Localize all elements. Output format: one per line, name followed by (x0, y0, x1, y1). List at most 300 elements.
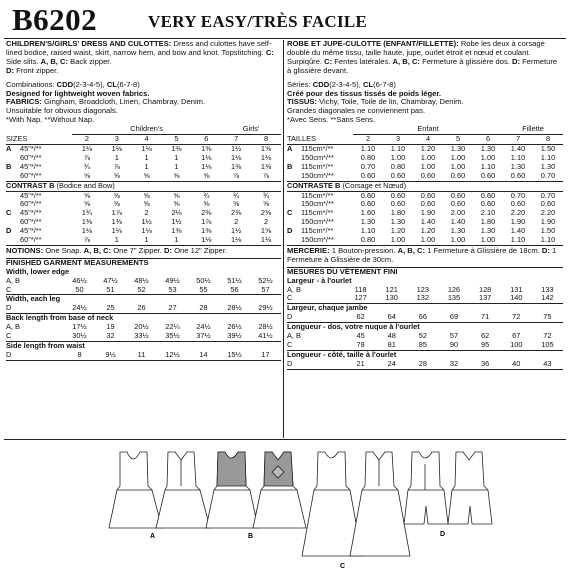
yardage-cell: 1.10 (360, 226, 376, 236)
sketch-b-back (253, 452, 306, 528)
measure-cell: 15½ (219, 351, 250, 360)
yardage-cell: 0.60 (420, 199, 436, 209)
view-label (287, 191, 301, 200)
yardage-cell: 1½ (141, 217, 152, 227)
fabric-width: 60"*/** (20, 152, 42, 162)
yardage-cell: 1.30 (540, 161, 556, 171)
unsuitable-note: Unsuitable for obvious diagonals. (6, 106, 118, 116)
measure-cell: 62 (345, 313, 376, 322)
notions-en: NOTIONS: One Snap. A, B, C: One 7" Zipper. D: One 12" Zipper. (6, 245, 228, 255)
yardage-cell: 1.10 (480, 161, 496, 171)
measure-cell: 72 (543, 331, 552, 341)
yardage-cell: 1⅛ (201, 152, 212, 162)
yardage-cell: ⅝ (83, 190, 90, 200)
measure-view-label: C (287, 294, 345, 303)
yardage-cell: 0.70 (360, 161, 376, 171)
measure-cell: 137 (470, 294, 501, 303)
measure-cell: 56 (219, 286, 250, 295)
measure-cell: 66 (407, 313, 438, 322)
measure-cell: 135 (438, 294, 469, 303)
yardage-cell: ⅝ (72, 172, 102, 181)
yardage-cell: 1.20 (420, 143, 436, 153)
yardage-cell: 0.60 (450, 199, 466, 209)
measure-view-label: A, B (6, 322, 20, 332)
measure-cell: 53 (157, 286, 188, 295)
group-girls: Girls' (221, 125, 281, 134)
measure-title: Largeur, chaque jambe (287, 303, 368, 313)
measure-cell: 100 (501, 341, 532, 350)
view-label: A (6, 143, 12, 153)
french-column (287, 40, 563, 370)
measure-cell: 32 (438, 360, 469, 369)
yardage-cell: 1.00 (420, 152, 436, 162)
yardage-cell: ⅞ (113, 161, 120, 171)
yardage-cell: 1⅜ (111, 217, 122, 227)
yardage-cell: 1 (132, 236, 162, 245)
sketch-label-d: D (440, 531, 446, 538)
measure-view-label: C (287, 341, 345, 350)
difficulty-label: VERY EASY/TRÈS FACILE (148, 12, 368, 31)
view-label: C (287, 208, 293, 218)
measure-cell: 48 (387, 331, 396, 341)
fabrics-en: FABRICS: Gingham, Broadcloth, Linen, Chambray, Denim. (6, 97, 206, 107)
contrast-header-fr: CONTRASTE B (Corsage et Nœud) (287, 181, 563, 191)
measure-cell: 75 (532, 313, 563, 322)
measure-cell: 30½ (64, 332, 95, 341)
measure-cell: 28½ (219, 304, 250, 313)
yardage-cell: 1 (174, 152, 179, 162)
column-divider (283, 40, 284, 438)
yardage-cell: 2⅜ (201, 208, 212, 218)
measure-cell: 25 (95, 304, 126, 313)
view-label (6, 236, 20, 245)
yardage-cell: 0.80 (360, 152, 376, 162)
tissus-fr: TISSUS: Vichy, Toile, Toile de lin, Chambray, Denim. (287, 97, 464, 107)
measure-row (287, 341, 563, 350)
measure-cell: 19 (106, 322, 115, 332)
yardage-cell: 1.50 (540, 226, 556, 236)
measure-view-label: D (6, 304, 64, 313)
yardage-cell: ¾ (262, 190, 270, 200)
measure-cell: 51½ (227, 275, 242, 285)
yardage-table-en (6, 125, 281, 246)
fabric-width: 150cm*/** (301, 236, 353, 245)
sens-note-fr: *Avec Sens. **Sans Sens. (287, 115, 376, 125)
size-group-row (6, 125, 281, 134)
yardage-cell: 2.10 (480, 208, 496, 218)
sketch-label-c: C (340, 563, 346, 570)
yardage-cell: 1.80 (480, 217, 496, 227)
measure-cell: 48½ (134, 275, 149, 285)
yardage-cell: 1⅞ (201, 217, 212, 227)
sketch-d-back (448, 452, 492, 524)
yardage-cell: 1.30 (510, 161, 526, 171)
nap-note-en: *With Nap. **Without Nap. (6, 115, 95, 125)
measure-cell: 9½ (95, 351, 126, 360)
yardage-cell: 1.10 (360, 143, 376, 153)
measure-cell: 49½ (165, 275, 180, 285)
measure-cell: 37½ (188, 332, 219, 341)
yardage-cell: 1.40 (510, 143, 526, 153)
yardage-cell: 1⅜ (260, 161, 272, 171)
measure-view-label: C (6, 332, 64, 341)
yardage-cell: 1.00 (383, 236, 413, 245)
measure-title: Back length from base of neck (6, 313, 114, 323)
fabric-width: 60"*/** (20, 172, 72, 181)
fabric-width: 45"*/** (20, 143, 42, 153)
measure-cell: 118 (354, 284, 367, 294)
measure-cell: 11 (126, 351, 157, 360)
measure-cell: 123 (416, 284, 430, 294)
yardage-cell: 1.00 (390, 152, 406, 162)
measure-cell: 52½ (258, 275, 273, 285)
yardage-cell: ⅝ (191, 172, 221, 181)
measure-cell: 32 (95, 332, 126, 341)
yardage-cell: 1½ (171, 217, 182, 227)
measure-cell: 71 (470, 313, 501, 322)
yardage-cell: 2.20 (540, 208, 556, 218)
contrast-header-en: CONTRAST B (Bodice and Bow) (6, 181, 281, 191)
measure-cell: 142 (532, 294, 563, 303)
measure-cell: 29½ (250, 304, 281, 313)
yardage-cell: 1 (114, 152, 119, 162)
measure-cell: 20½ (134, 322, 149, 332)
yardage-cell: 1 (144, 152, 149, 162)
view-label: A (287, 143, 293, 153)
mesures-title: MESURES DU VÊTEMENT FINI (287, 266, 398, 276)
fabric-width: 150cm*/** (301, 152, 334, 162)
yardage-cell: 1⅜ (231, 161, 242, 171)
fabric-width: 45"*/** (20, 226, 42, 236)
yardage-table-fr (287, 125, 563, 246)
measure-cell: 21 (345, 360, 376, 369)
yardage-cell: ⅝ (233, 199, 240, 209)
sketch-d-front (404, 452, 448, 524)
sketch-b-front (206, 452, 258, 528)
yardage-cell: 0.70 (540, 190, 556, 200)
yardage-cell: ⅝ (262, 199, 270, 209)
measure-cell: 85 (407, 341, 438, 350)
measure-cell: 24½ (64, 304, 95, 313)
group-children: Children's (72, 125, 221, 134)
yardage-cell: 1⅛ (81, 143, 93, 153)
yardage-cell: 0.60 (360, 199, 376, 209)
measure-cell: 35½ (157, 332, 188, 341)
garment-sketches (0, 446, 570, 575)
measure-cell: 52 (418, 331, 427, 341)
yardage-cell: 1 (144, 161, 149, 171)
yardage-cell: 2⅜ (231, 208, 242, 218)
mercerie-fr: MERCERIE: 1 Bouton-pression. A, B, C: 1 Fermeture à Glissière de 18cm. D: 1 Fermeture à Glissière de 30cm. (287, 245, 557, 264)
measure-view-label: D (6, 351, 64, 360)
yardage-cell: 1⅛ (111, 143, 122, 153)
grandes-note: Grandes diagonales ne conviennent pas. (287, 106, 426, 116)
measure-cell: 28 (407, 360, 438, 369)
sketch-a-back (156, 452, 210, 528)
fabric-width: 150cm*/** (301, 217, 334, 227)
measure-cell: 55 (188, 286, 219, 295)
yardage-cell: 1.30 (480, 143, 496, 153)
measure-cell: 126 (447, 284, 461, 294)
yardage-cell: 0.80 (390, 161, 406, 171)
yardage-cell: 2.00 (450, 208, 466, 218)
yardage-cell: 2⅛ (171, 208, 182, 218)
yardage-cell: 1.00 (413, 236, 443, 245)
yardage-cell: 1.90 (510, 217, 526, 227)
measure-cell: 33½ (126, 332, 157, 341)
measure-cell: 133 (541, 284, 554, 294)
contrast-rows-fr (287, 191, 563, 245)
yardage-cell: 1.40 (420, 217, 436, 227)
measure-cell: 43 (532, 360, 563, 369)
group-fillette: Fillette (503, 125, 563, 134)
fabric-width: 115cm*/** (301, 208, 334, 218)
yardage-cell: 1⅛ (231, 152, 242, 162)
view-label: C (6, 208, 12, 218)
yardage-cell: ⅝ (113, 199, 120, 209)
view-label: D (287, 226, 293, 236)
measure-cell: 121 (385, 284, 398, 294)
yardage-cell: ⅞ (83, 152, 90, 162)
yardage-cell: 1.20 (420, 226, 436, 236)
measure-cell: 81 (376, 341, 407, 350)
description-fr: ROBE ET JUPE-CULOTTE (ENFANT/FILLETTE): Robe les deux à corsage doublé du même tissu, taille haute, jupe, ourlet étroit et nœud et coulant. Surpiqûre. C: Fentes latérales. A, B, C: Fermeture à glissière dos. D: Fermeture à glissière devant. (287, 39, 558, 75)
measure-cell: 26½ (227, 322, 242, 332)
yardage-cell: 1½ (231, 226, 242, 236)
yardage-cell: 1⅜ (171, 226, 182, 236)
measure-cell: 131 (510, 284, 523, 294)
measure-cell: 8 (64, 351, 95, 360)
yardage-cell: 1⅛ (251, 236, 281, 245)
yardage-cell: 0.60 (383, 172, 413, 181)
designed-for: Designed for lightweight woven fabrics. (6, 88, 150, 98)
measure-cell: 95 (470, 341, 501, 350)
yardage-cell: 0.60 (420, 190, 436, 200)
description-en: CHILDREN'S/GIRLS' DRESS AND CULOTTES: Dress and culottes have self-lined bodice, raised waist, skirt, narrow hem, and bow and knot. Topstitching. C: Side slits. A, B, C: Back zipper. D: Front zipper. (6, 39, 274, 75)
yardage-cell: 1.10 (503, 236, 533, 245)
measure-title: Longueur - côté, taille à l'ourlet (287, 349, 397, 359)
yardage-cell: 0.60 (540, 199, 556, 209)
measure-cell: 39½ (219, 332, 250, 341)
yardage-cell: 0.60 (450, 190, 466, 200)
fabric-width: 115cm*/** (301, 190, 334, 200)
measure-view-label: A, B (287, 331, 301, 341)
measure-cell: 27 (157, 304, 188, 313)
yardage-cell: 1⅜ (201, 226, 212, 236)
sizes-header-row: SIZES 2 3 4 5 6 7 8 (6, 135, 281, 145)
yardage-cell: 1⅛ (141, 143, 152, 153)
yardage-cell: ¾ (83, 161, 90, 171)
yardage-cell: ¾ (203, 190, 210, 200)
measure-view-label: A, B (287, 284, 301, 294)
yardage-cell: 1 (174, 161, 179, 171)
yardage-cell: 1 (102, 236, 132, 245)
yardage-cell: 1.90 (540, 217, 556, 227)
yardage-cell: 1.30 (360, 217, 376, 227)
measure-cell: 127 (345, 294, 376, 303)
yardage-cell: 1⅛ (111, 226, 122, 236)
measure-cell: 78 (345, 341, 376, 350)
measure-title: Longueur - dos, votre nuque à l'ourlet (287, 322, 420, 332)
measure-cell: 50 (64, 286, 95, 295)
fabric-width: 115cm*/** (301, 161, 334, 171)
yardage-cell: 1⅛ (221, 236, 251, 245)
yardage-cell: ⅝ (102, 172, 132, 181)
yardage-cell: ⅝ (83, 199, 90, 209)
measure-cell: 52 (126, 286, 157, 295)
yardage-cell: 1⅜ (81, 217, 93, 227)
measure-cell: 128 (478, 284, 492, 294)
measure-cell: 24 (376, 360, 407, 369)
sizes-label: SIZES (6, 135, 72, 145)
measure-cell: 90 (438, 341, 469, 350)
yardage-cell: 1.00 (450, 152, 466, 162)
yardage-cell: 0.70 (510, 190, 526, 200)
series-fr: Séries: CDD(2-3-4-5), CL(6-7-8) (287, 79, 396, 89)
fabric-width: 115cm*/** (301, 226, 334, 236)
measure-cell: 17½ (72, 322, 87, 332)
yardage-cell: 1.20 (390, 226, 406, 236)
measurements-table-fr (287, 277, 563, 370)
yardage-cell: 1.00 (473, 236, 503, 245)
yardage-cell: 1.10 (533, 236, 563, 245)
yardage-cell: ⅞ (251, 172, 281, 181)
measure-cell: 36 (470, 360, 501, 369)
yardage-cell: 1⅛ (201, 161, 212, 171)
measure-cell: 130 (376, 294, 407, 303)
view-label: B (287, 161, 293, 171)
measure-title: Side length from waist (6, 341, 85, 350)
measure-cell: 28½ (258, 322, 273, 332)
yardage-cell: 0.60 (443, 172, 473, 181)
yardage-cell: 1⅝ (260, 226, 272, 236)
measure-cell: 14 (188, 351, 219, 360)
yardage-cell: 0.70 (533, 172, 563, 181)
fabric-width: 45"*/** (20, 190, 42, 200)
tailles-label: TAILLES (287, 135, 353, 145)
measure-row (6, 351, 281, 360)
measure-title: Width, each leg (6, 294, 61, 304)
measure-cell: 41½ (250, 332, 281, 341)
measure-cell: 50½ (196, 275, 211, 285)
yardage-cell: 1.30 (450, 226, 466, 236)
yardage-cell: 0.60 (413, 172, 443, 181)
yardage-cell: ⅝ (203, 199, 210, 209)
view-label (287, 236, 301, 245)
yardage-cell: 1⅛ (260, 152, 272, 162)
yardage-cell: 1.30 (390, 217, 406, 227)
yardage-cell: 0.60 (360, 190, 376, 200)
measure-cell: 12½ (157, 351, 188, 360)
measure-cell: 105 (532, 341, 563, 350)
yardage-cell: 1.60 (360, 208, 376, 218)
measure-cell: 67 (512, 331, 521, 341)
fabric-width: 115cm*/** (301, 143, 334, 153)
group-enfant: Enfant (353, 125, 503, 134)
measure-cell: 40 (501, 360, 532, 369)
measure-cell: 72 (501, 313, 532, 322)
yardage-cell: 1.10 (510, 152, 526, 162)
yardage-cell: 2.20 (510, 208, 526, 218)
measure-view-label: A, B (6, 275, 20, 285)
yardage-rows-en (6, 144, 281, 181)
fabric-width: 60"*/** (20, 217, 42, 227)
measure-cell: 17 (250, 351, 281, 360)
measure-cell: 22¼ (165, 322, 180, 332)
yardage-cell: 0.60 (503, 172, 533, 181)
yardage-cell: 1⅛ (81, 226, 93, 236)
yardage-cell: 1⅛ (191, 236, 221, 245)
finished-measurements-title: FINISHED GARMENT MEASUREMENTS (6, 257, 149, 267)
measure-cell: 51 (95, 286, 126, 295)
english-column (6, 40, 281, 361)
yardage-cell: 1⅛ (141, 226, 152, 236)
view-label: B (6, 161, 12, 171)
yardage-cell: 1.00 (480, 152, 496, 162)
yardage-cell: ⅝ (132, 172, 162, 181)
yardage-cell: 1⅞ (111, 208, 122, 218)
yardage-cell: 1.40 (450, 217, 466, 227)
measure-cell: 140 (501, 294, 532, 303)
yardage-cell: 1⅜ (171, 143, 182, 153)
yardage-cell: 0.60 (480, 190, 496, 200)
yardage-cell: 1.10 (540, 152, 556, 162)
measure-cell: 64 (376, 313, 407, 322)
sketch-label-b: B (248, 533, 254, 540)
combinations-en: Combinations: CDD(2-3-4-5), CL(6-7-8) (6, 79, 140, 89)
yardage-cell: 1.90 (420, 208, 436, 218)
yardage-row (287, 236, 563, 245)
yardage-cell: 1½ (231, 143, 242, 153)
measure-cell: 62 (481, 331, 490, 341)
yardage-cell: 2 (234, 217, 239, 227)
yardage-cell: 0.60 (390, 190, 406, 200)
yardage-cell: 1.00 (420, 161, 436, 171)
yardage-cell: 1.00 (443, 236, 473, 245)
measure-cell: 46½ (72, 275, 87, 285)
fabric-width: 45"*/** (20, 161, 42, 171)
yardage-cell: 0.60 (353, 172, 383, 181)
yardage-cell: 1.00 (450, 161, 466, 171)
yardage-cell: ⅝ (143, 199, 150, 209)
measure-row (287, 360, 563, 369)
measure-cell: 28 (188, 304, 219, 313)
yardage-cell: 0.60 (510, 199, 526, 209)
yardage-cell: ⅝ (173, 190, 180, 200)
yardage-cell: ¾ (233, 190, 240, 200)
cree-pour: Créé pour des tissus tissés de poids léger. (287, 88, 442, 98)
sketch-c-back (350, 452, 410, 556)
measure-view-label: D (287, 313, 345, 322)
fabric-width: 60"*/** (20, 199, 42, 209)
measure-cell: 26 (126, 304, 157, 313)
yardage-cell: ⅝ (162, 172, 192, 181)
yardage-cell: ⅝ (173, 199, 180, 209)
yardage-cell: ⅞ (221, 172, 251, 181)
measure-title: Largeur - à l'ourlet (287, 275, 352, 285)
yardage-cell: 1.10 (390, 143, 406, 153)
yardage-cell: 1.50 (540, 143, 556, 153)
yardage-cell: 1 (162, 236, 192, 245)
yardage-cell: 1.80 (390, 208, 406, 218)
measure-cell: 132 (407, 294, 438, 303)
measure-cell: 57 (449, 331, 459, 341)
measure-cell: 24½ (196, 322, 211, 332)
pattern-number: B6202 (12, 2, 98, 37)
yardage-cell: 0.80 (353, 236, 383, 245)
yardage-cell: 0.60 (480, 199, 496, 209)
yardage-cell: ⅞ (72, 236, 102, 245)
